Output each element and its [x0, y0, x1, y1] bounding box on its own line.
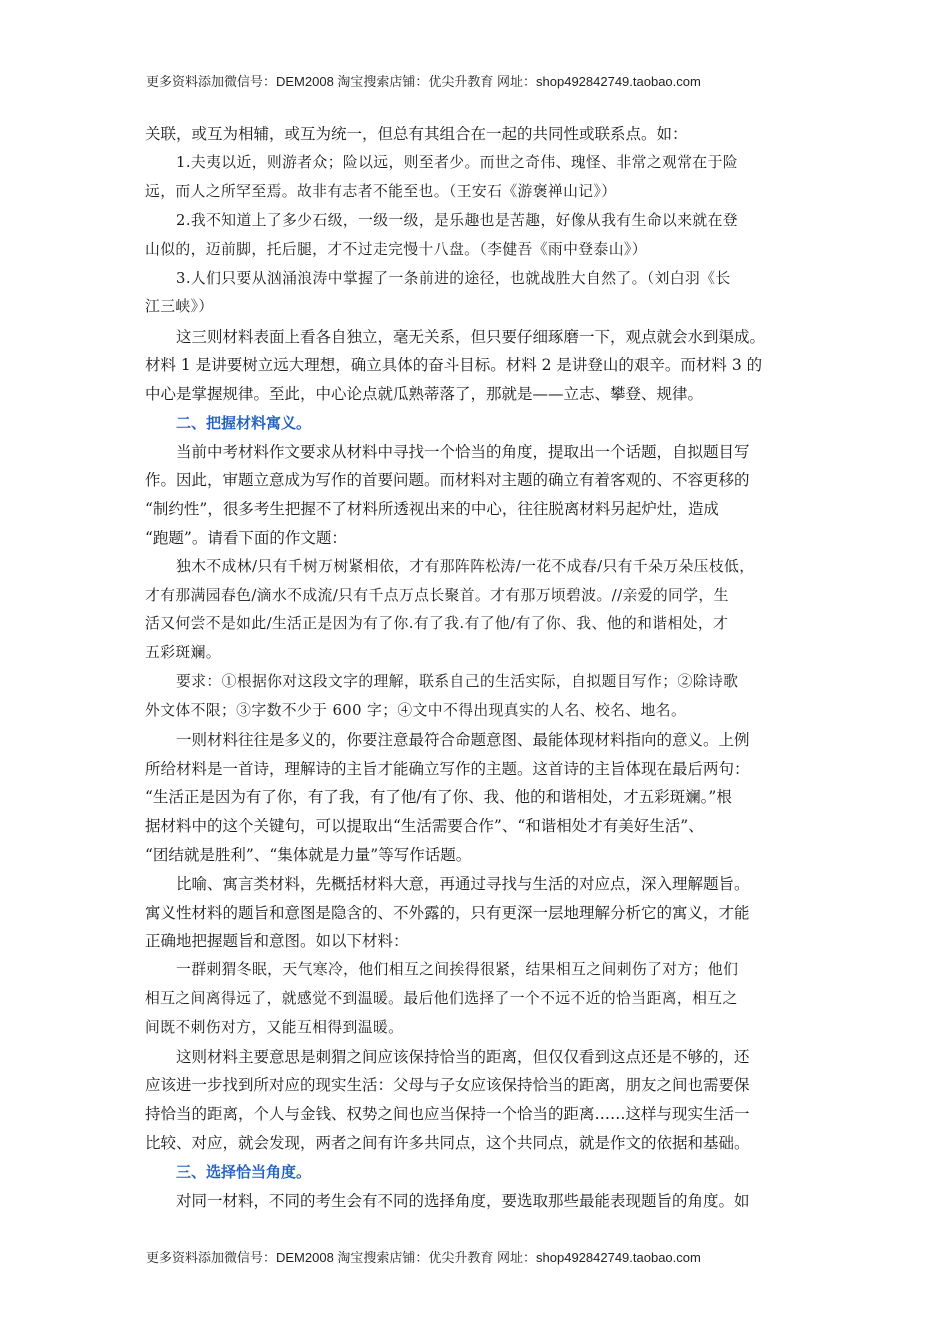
text-line: 这三则材料表面上看各自独立，毫无关系，但只要仔细琢磨一下，观点就会水到渠成。 [176, 328, 766, 346]
text-line: 当前中考材料作文要求从材料中寻找一个恰当的角度，提取出一个话题，自拟题目写 [176, 443, 750, 461]
quote-line: 才有那满园春色/滴水不成流/只有千点万点长聚首。才有那万顷碧波。//亲爱的同学，生 [145, 587, 729, 604]
text-line: 这则材料主要意思是刺猬之间应该保持恰当的距离，但仅仅看到这点还是不够的，还 [176, 1048, 750, 1066]
quote-line: 五彩斑斓。 [145, 644, 221, 661]
quote-line: 远，而人之所罕至焉。故非有志者不能至也。（王安石《游褒禅山记》） [145, 183, 617, 200]
section-heading-2: 二、把握材料寓义。 [176, 414, 312, 432]
text-line: 寓义性材料的题旨和意图是隐含的、不外露的，只有更深一层地理解分析它的寓义，才能 [145, 904, 750, 922]
text-line: 持恰当的距离，个人与金钱、权势之间也应当保持一个恰当的距离……这样与现实生活一 [145, 1105, 750, 1123]
page-footer: 更多资料添加微信号：DEM2008 淘宝搜索店铺：优尖升教育 网址：shop492842749.taobao.com [146, 1250, 701, 1265]
text-line: “团结就是胜利”、“集体就是力量”等写作话题。 [145, 846, 472, 864]
text-line: “制约性”，很多考生把握不了材料所透视出来的中心，往往脱离材料另起炉灶，造成 [145, 500, 719, 518]
text-line: 所给材料是一首诗，理解诗的主旨才能确立写作的主题。这首诗的主旨体现在最后两句： [145, 760, 750, 778]
quote-line: 2.我不知道上了多少石级，一级一级，是乐趣也是苦趣，好像从我有生命以来就在登 [176, 212, 739, 229]
quote-line: 活又何尝不是如此/生活正是因为有了你.有了我.有了他/有了你、我、他的和谐相处，才 [145, 615, 729, 632]
text-line: 关联，或互为相辅，或互为统一，但总有其组合在一起的共同性或联系点。如： [145, 125, 688, 143]
quote-line: 1.夫夷以近，则游者众；险以远，则至者少。而世之奇伟、瑰怪、非常之观常在于险 [176, 154, 739, 171]
text-line: 对同一材料，不同的考生会有不同的选择角度，要选取那些最能表现题旨的角度。如 [176, 1192, 750, 1210]
text-line: 应该进一步找到所对应的现实生活：父母与子女应该保持恰当的距离，朋友之间也需要保 [145, 1076, 750, 1094]
quote-line: 外文体不限；③字数不少于 600 字；④文中不得出现真实的人名、校名、地名。 [145, 702, 687, 719]
text-line: 材料 1 是讲要树立远大理想，确立具体的奋斗目标。材料 2 是讲登山的艰辛。而材料 3 的 [145, 356, 763, 374]
text-line: 中心是掌握规律。至此，中心论点就瓜熟蒂落了，那就是——立志、攀登、规律。 [145, 385, 704, 403]
text-line: “跑题”。请看下面的作文题： [145, 529, 347, 547]
quote-line: 相互之间离得远了，就感觉不到温暖。最后他们选择了一个不远不近的恰当距离，相互之 [145, 990, 738, 1007]
text-line: 据材料中的这个关键句，可以提取出“生活需要合作”、“和谐相处才有美好生活”、 [145, 817, 704, 835]
text-line: 正确地把握题旨和意图。如以下材料： [145, 932, 409, 950]
text-line: “生活正是因为有了你，有了我，有了他/有了你、我、他的和谐相处，才五彩斑斓。”根 [145, 788, 732, 806]
text-line: 一则材料往往是多义的，你要注意最符合命题意图、最能体现材料指向的意义。上例 [176, 731, 750, 749]
section-heading-3: 三、选择恰当角度。 [176, 1163, 312, 1181]
page-header: 更多资料添加微信号：DEM2008 淘宝搜索店铺：优尖升教育 网址：shop492842749.taobao.com [146, 74, 701, 89]
quote-line: 要求：①根据你对这段文字的理解，联系自己的生活实际，自拟题目写作；②除诗歌 [176, 673, 739, 690]
quote-line: 江三峡》） [145, 298, 214, 315]
text-line: 比喻、寓言类材料，先概括材料大意，再通过寻找与生活的对应点，深入理解题旨。 [176, 875, 750, 893]
quote-line: 3.人们只要从汹涌浪涛中掌握了一条前进的途径，也就战胜大自然了。（刘白羽《长 [176, 270, 731, 287]
quote-line: 一群刺猬冬眠，天气寒冷，他们相互之间挨得很紧，结果相互之间刺伤了对方；他们 [176, 961, 739, 978]
text-line: 作。因此，审题立意成为写作的首要问题。而材料对主题的确立有着客观的、不容更移的 [145, 471, 750, 489]
quote-line: 间既不刺伤对方，又能互相得到温暖。 [145, 1019, 404, 1036]
quote-line: 独木不成林/只有千树万树紧相依，才有那阵阵松涛/一花不成春/只有千朵万朵压枝低， [176, 558, 755, 575]
text-line: 比较、对应，就会发现，两者之间有许多共同点，这个共同点，就是作文的依据和基础。 [145, 1134, 750, 1152]
quote-line: 山似的，迈前脚，托后腿，才不过走完慢十八盘。（李健吾《雨中登泰山》） [145, 241, 647, 258]
